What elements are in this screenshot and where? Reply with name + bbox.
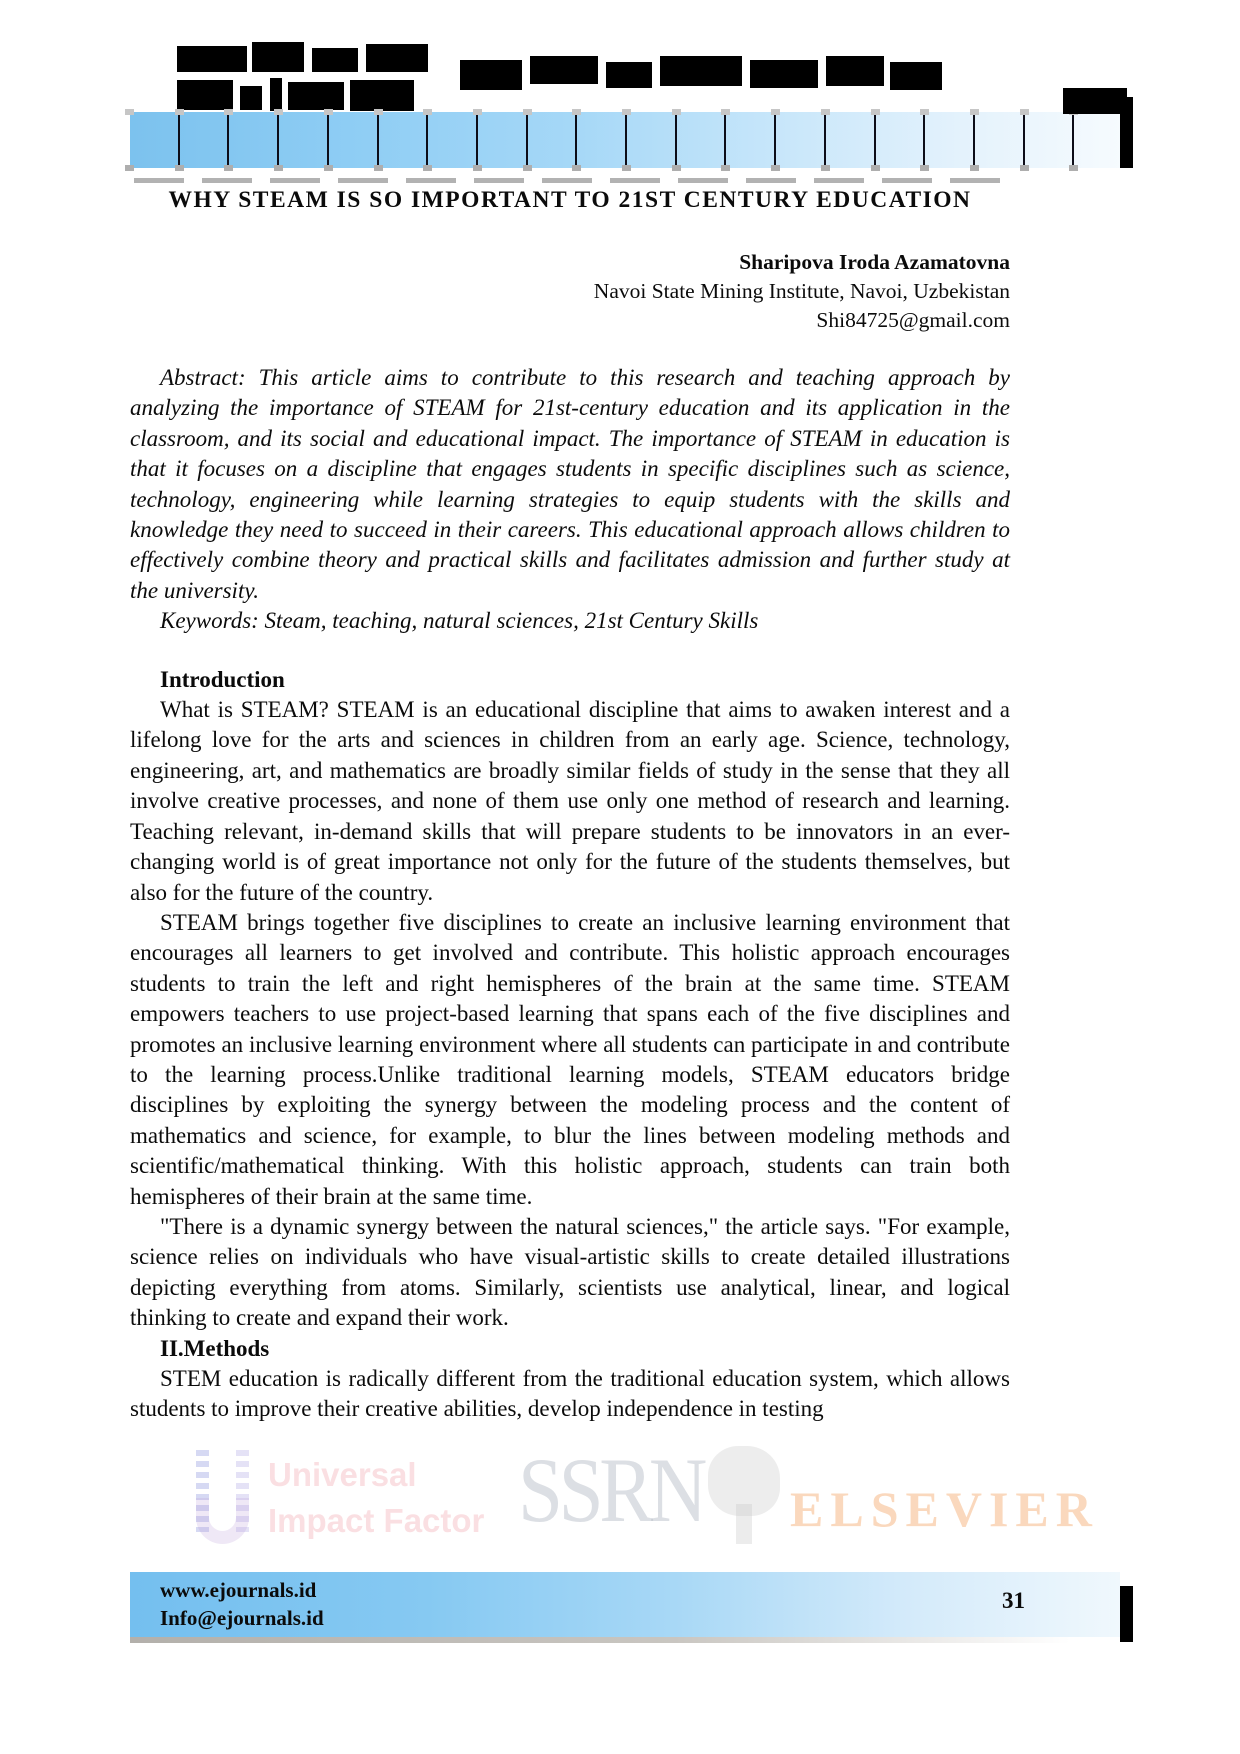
bar-segment — [923, 112, 973, 168]
bar-segment — [526, 112, 576, 168]
elsevier-logo: ELSEVIER — [790, 1481, 1099, 1537]
bar-segment — [874, 112, 924, 168]
footer-end-bar — [1120, 1586, 1133, 1642]
masthead-end-bar — [1120, 97, 1133, 168]
bar-segment — [327, 112, 377, 168]
logo-block — [890, 62, 942, 90]
keywords-line: Keywords: Steam, teaching, natural sciences, 21st Century Skills — [160, 608, 759, 634]
abstract-paragraph: Abstract: This article aims to contribute to this research and teaching approach by analyzing the importance of STEAM for 21st-century education and its application in the classroom, and its social and educational impact. The importance of STEAM in education is that it focuses on a discipline that engages students in specific disciplines such as science, technology, engineering while learning strategies to equip students with the skills and knowledge they need to succeed in their careers. This educational approach allows children to effectively combine theory and practical skills and facilitates admission and further study at the university. — [130, 365, 1010, 603]
author-affiliation: Navoi State Mining Institute, Navoi, Uzbekistan — [593, 279, 1010, 303]
uif-icon-bowl — [196, 1498, 249, 1544]
bar-segment — [575, 112, 625, 168]
bar-segment — [130, 112, 178, 168]
logo-block — [177, 80, 233, 110]
logo-block — [530, 56, 598, 84]
bar-segment — [625, 112, 675, 168]
logo-block — [460, 60, 522, 90]
article-body-text — [130, 363, 1010, 1425]
title-top-dashes — [134, 178, 1006, 183]
article-title: WHY STEAM IS SO IMPORTANT TO 21ST CENTURY EDUCATION — [168, 187, 972, 213]
bar-segment — [1023, 112, 1073, 168]
footer-bar — [130, 1572, 1120, 1637]
section-heading-methods: II.Methods — [160, 1335, 270, 1361]
paragraph: STEM education is radically different from the traditional education system, which allows students to improve their creative abilities, develop independence in testing — [130, 1366, 1010, 1422]
elsevier-tree-trunk — [736, 1504, 752, 1544]
masthead — [0, 0, 1240, 178]
bar-segment — [476, 112, 526, 168]
bar-segment — [178, 112, 228, 168]
paragraph: "There is a dynamic synergy between the natural sciences," the article says. "For example, science relies on individuals who have visual-artistic skills to create detailed illustrations depicting everything from atoms. Similarly, scientists use analytical, linear, and logical thinking to create and expand their work. — [130, 1213, 1010, 1331]
bar-segment — [426, 112, 476, 168]
bar-segment — [227, 112, 277, 168]
uif-label-line1: Universal — [268, 1456, 417, 1493]
paragraph: What is STEAM? STEAM is an educational discipline that aims to awaken interest and a lifelong love for the arts and sciences in children from an early age. Science, technology, engineering, art, and mathematics are broadly similar fields of study in the sense that they all involve creative processes, and none of them use only one method of research and learning. Teaching relevant, in-demand skills that will prepare students to be innovators in an ever-changing world is of great importance not only for the future of the students themselves, but also for the future of the country. — [130, 697, 1010, 905]
logo-block — [660, 56, 742, 86]
logo-block — [270, 78, 282, 111]
paragraph: STEAM brings together five disciplines to create an inclusive learning environment that encourages all learners to get involved and contribute. This holistic approach encourages students to train the left and right hemispheres of the brain at the same time. STEAM empowers teachers to use project-based learning that spans each of the five disciplines and promotes an inclusive learning environment where all students can participate in and contribute to the learning process.Unlike traditional learning models, STEAM educators bridge disciplines by exploiting the synergy between the modeling process and the content of mathematics and science, for example, to blur the lines between modeling methods and scientific/mathematical thinking. With this holistic approach, students can train both hemispheres of their brain at the same time. — [130, 909, 1010, 1209]
bar-segment — [973, 112, 1023, 168]
uif-label-line2: Impact Factor — [268, 1502, 485, 1539]
logo-block — [366, 44, 428, 72]
logo-block — [240, 86, 262, 110]
footer-website: www.ejournals.id — [160, 1578, 317, 1602]
page-number: 31 — [1002, 1588, 1025, 1613]
logo-block — [750, 60, 818, 88]
elsevier-tree-icon — [706, 1446, 782, 1546]
ssrn-logo: SSRN — [518, 1439, 703, 1541]
bar-segment — [824, 112, 874, 168]
masthead-corner-block — [1063, 88, 1127, 114]
logo-block — [350, 80, 414, 111]
bar-segment — [277, 112, 327, 168]
bar-segment — [377, 112, 427, 168]
article — [130, 178, 1010, 1425]
logo-block — [252, 42, 304, 72]
logo-block — [288, 82, 344, 110]
author-name: Sharipova Iroda Azamatovna — [739, 250, 1010, 274]
indexing-logos — [0, 1440, 1240, 1560]
section-heading-introduction: Introduction — [160, 666, 285, 692]
header-divider-bar — [130, 112, 1122, 168]
footer-contact — [160, 1576, 324, 1632]
bar-segment — [1072, 112, 1122, 168]
universal-impact-factor-icon — [196, 1450, 260, 1546]
logo-block — [312, 48, 358, 72]
logo-block — [826, 56, 884, 86]
footer-email: Info@ejournals.id — [160, 1606, 324, 1630]
author-email: Shi84725@gmail.com — [816, 308, 1010, 332]
footer-shadow — [130, 1637, 1120, 1643]
bar-segment — [675, 112, 725, 168]
universal-impact-factor-label — [268, 1452, 484, 1544]
bar-segment — [774, 112, 824, 168]
bar-segment — [724, 112, 774, 168]
byline — [130, 248, 1010, 335]
logo-block — [177, 46, 247, 72]
logo-block — [606, 62, 652, 88]
